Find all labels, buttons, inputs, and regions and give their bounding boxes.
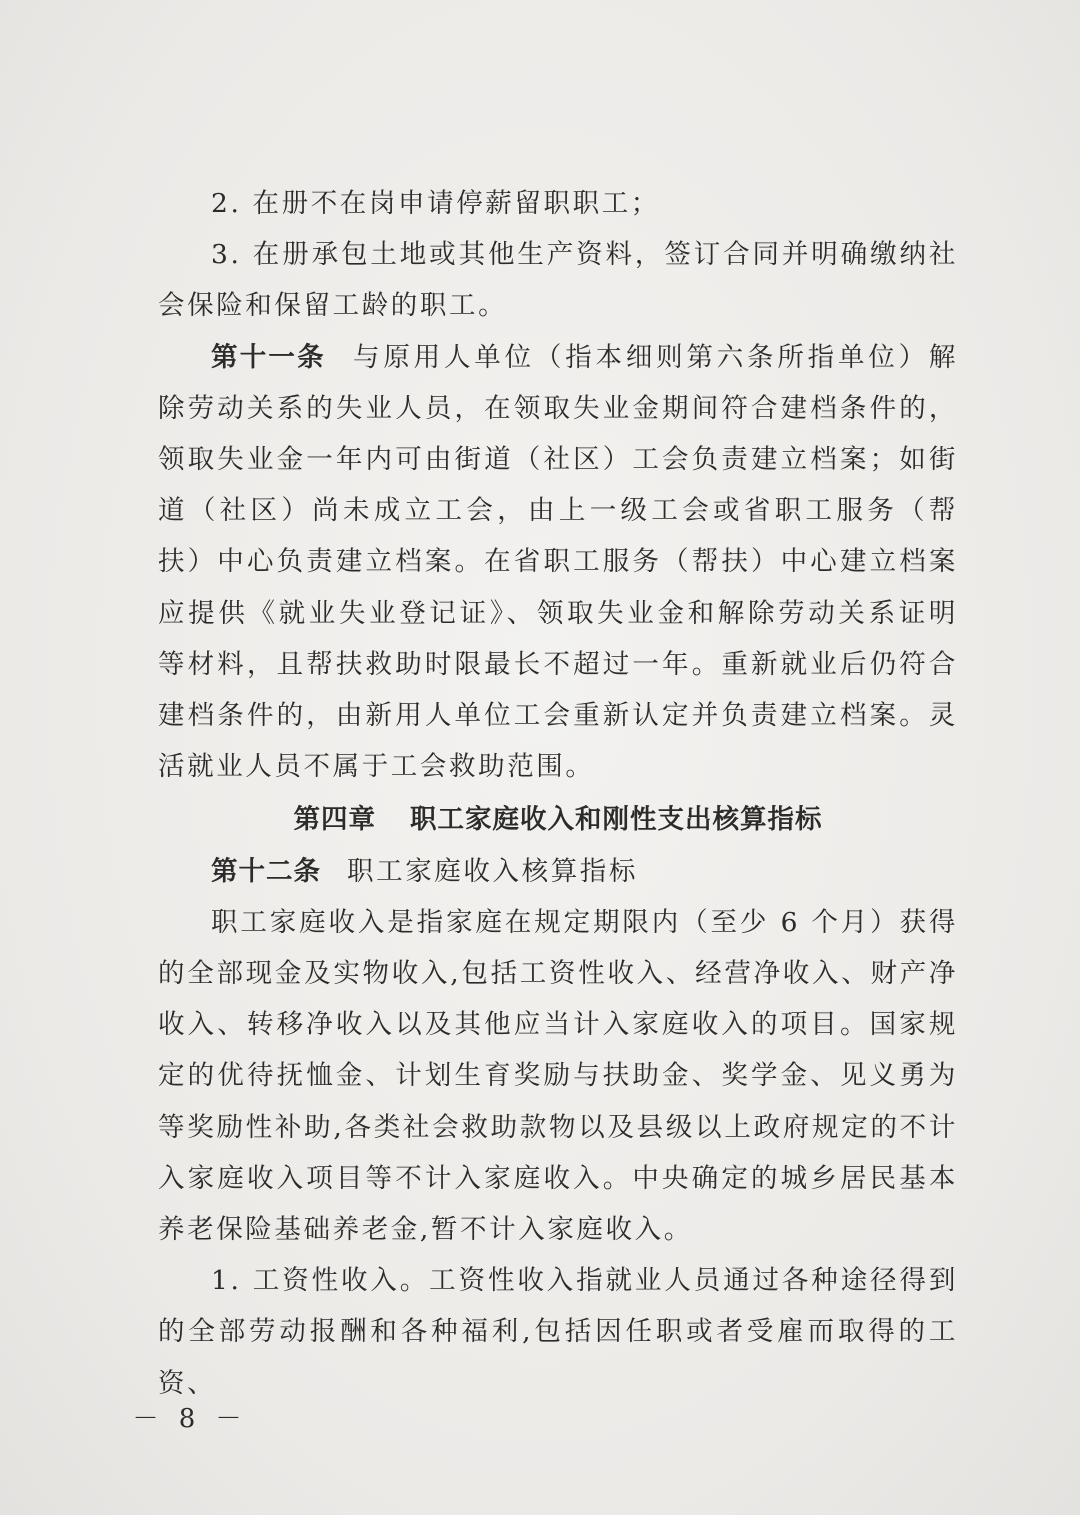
list-item-2: 2. 在册不在岗申请停薪留职职工；: [211, 188, 660, 219]
article-11: [158, 332, 958, 793]
article-12-text: 职工家庭收入核算指标: [347, 855, 638, 887]
article-12-title: 第十二条: [211, 855, 321, 887]
wage-income-item: 1. 工资性收入。工资性收入指就业人员通过各种途径得到的全部劳动报酬和各种福利,包括因任职或者受雇而取得的工资、: [158, 1265, 958, 1399]
article-12: [158, 846, 958, 897]
list-item-3: 3. 在册承包土地或其他生产资料，签订合同并明确缴纳社会保险和保留工龄的职工。: [158, 239, 958, 322]
article-11-title: 第十一条: [211, 341, 326, 373]
income-definition: 职工家庭收入是指家庭在规定期限内（至少 6 个月）获得的全部现金及实物收入,包括工资性收入、经营净收入、财产净收入、转移净收入以及其他应当计入家庭收入的项目。国家规定的优待抚恤金、计划生育奖励与扶助金、奖学金、见义勇为等奖励性补助,各类社会救助款物以及县级以上政府规定的不计入家庭收入项目等不计入家庭收入。中央确定的城乡居民基本养老保险基础养老金,暂不计入家庭收入。: [158, 906, 958, 1246]
page-number: － 8 －: [132, 1404, 248, 1434]
chapter-4-number: 第四章: [293, 804, 376, 836]
chapter-4-title: 职工家庭收入和刚性支出核算指标: [410, 804, 823, 836]
document-body: [158, 178, 958, 1409]
chapter-4-heading: [158, 794, 958, 845]
article-11-text: 与原用人单位（指本细则第六条所指单位）解除劳动关系的失业人员，在领取失业金期间符合建档条件的，领取失业金一年内可由街道（社区）工会负责建立档案；如街道（社区）尚未成立工会，由上一级工会或省职工服务（帮扶）中心负责建立档案。在省职工服务（帮扶）中心建立档案应提供《就业失业登记证》、领取失业金和解除劳动关系证明等材料，且帮扶救助时限最长不超过一年。重新就业后仍符合建档条件的，由新用人单位工会重新认定并负责建立档案。灵活就业人员不属于工会救助范围。: [158, 341, 959, 783]
